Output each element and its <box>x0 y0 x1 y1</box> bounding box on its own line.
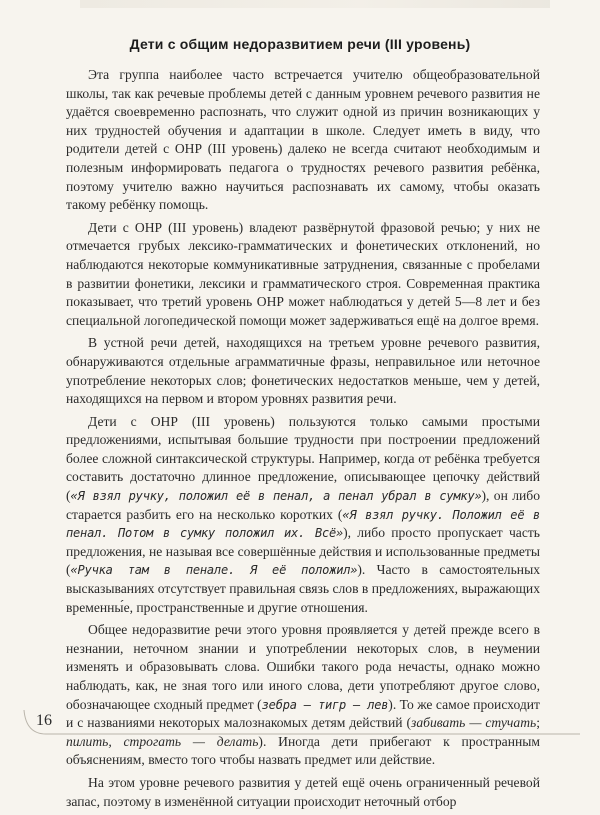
page-number: 16 <box>36 712 52 729</box>
paragraph <box>66 219 540 331</box>
handwritten-example: «Ручка там в пенале. Я её положил» <box>70 563 358 578</box>
handwritten-example: «Я взял ручку, положил её в пенал, а пенал убрал в сумку» <box>70 489 482 504</box>
page-corner-ornament <box>22 708 582 738</box>
text-run: ; <box>536 715 540 731</box>
text-run: В устной речи детей, находящихся на третьем уровне речевого развития, обнаруживаются отдельные аграмматичные фразы, неправильное или неточное употребление некоторых слов; фонетических недостатков меньше, чем у детей, находящихся на первом и втором уровнях развития речи. <box>66 335 540 407</box>
handwritten-example: «Я взял ручку. Положил её в пенал. Потом в сумку положил их. Всё» <box>66 507 540 541</box>
paragraph <box>66 621 540 770</box>
text-run: ), либо просто пропускает часть предложения, не называя все совершённые действия и использованные предметы ( <box>66 525 541 578</box>
text-run: Дети с ОНР (III уровень) пользуются только самыми простыми предложениями, испытывая большие трудности при построении предложений более сложной синтаксической структуры. Например, когда от ребёнка требуется составить достаточно длинное предложение, описывающее цепочку действий ( <box>66 413 540 504</box>
text-run: На этом уровне речевого развития у детей ещё очень ограниченный речевой запас, поэтому в изменённой ситуации происходит неточный отбор <box>66 774 540 809</box>
text-run: ). Часто в самостоятельных высказываниях отсутствует правильная связь слов в предложениях, выражающих временны́е, пространственные и другие отношения. <box>66 562 540 615</box>
page-top-decoration <box>80 0 550 8</box>
handwritten-example: зебра — тигр — лев <box>261 697 389 712</box>
text-run: ), он либо старается разбить его на несколько коротких ( <box>66 488 540 522</box>
paragraph <box>66 66 540 215</box>
text-run: Общее недоразвитие речи этого уровня проявляется у детей прежде всего в незнании, неточном знании и употреблении некоторых слов, в неумении изменять и образовывать слова. Ошибки такого рода нечасты, однако можно наблюдать, как, не зная того или иного слова, дети употребляют другое слово, обозначающее сходный предмет ( <box>66 622 540 712</box>
paragraph <box>66 774 540 811</box>
paragraph <box>66 413 540 618</box>
paragraph <box>66 334 540 408</box>
text-run: Дети с ОНР (III уровень) владеют развёрнутой фразовой речью; у них не отмечается грубых лексико-грамматических и фонетических отклонений, но наблюдаются некоторые коммуникативные затруднения, связанные с пробелами в развитии фонетики, лексики и грамматического строя. Современная практика показывает, что третий уровень ОНР может наблюдаться у детей 5—8 лет и без специальной логопедической помощи может задерживаться ещё на долгое время. <box>66 219 540 328</box>
italic-text: забивать — стучать <box>411 715 537 731</box>
italic-text: пилить, строгать — делать <box>66 733 259 749</box>
text-run: ). Иногда дети прибегают к пространным объяснениям, вместо того чтобы назвать предмет или действие. <box>66 733 541 768</box>
section-title: Дети с общим недоразвитием речи (III уровень) <box>129 36 471 52</box>
text-run: ). То же самое происходит и с названиями некоторых малознакомых детям действий ( <box>66 696 540 731</box>
body-text <box>66 66 540 815</box>
text-run: Эта группа наиболее часто встречается учителю общеобразовательной школы, так как речевые проблемы детей с данным уровнем речевого развития не удаётся своевременно распознать, что служит одной из причин возникающих у них трудностей обучения и адаптации в школе. Следует иметь в виду, что родители детей с ОНР (III уровень) далеко не всегда считают необходимым и полезным информировать педагога о трудностях речевого развития ребёнка, поэтому учителю важно научиться распознавать их самому, чтобы оказать такому ребёнку помощь. <box>66 67 540 213</box>
